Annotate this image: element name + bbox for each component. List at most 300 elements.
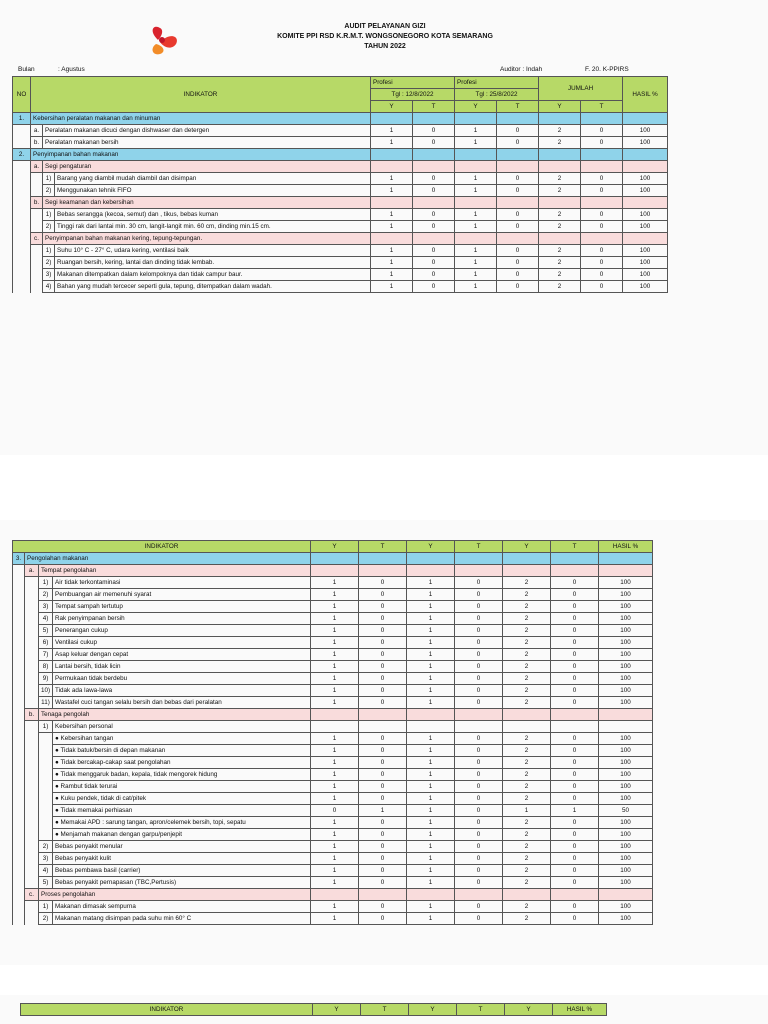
value-cell [497, 233, 539, 245]
value-t1: 0 [359, 589, 407, 601]
value-t2: 0 [455, 745, 503, 757]
value-t2: 0 [497, 269, 539, 281]
value-y2: 1 [407, 757, 455, 769]
row-label: Bebas pembawa basil (carrier) [53, 865, 311, 877]
table-row [13, 757, 653, 769]
value-t1: 0 [359, 781, 407, 793]
value-cell [503, 721, 551, 733]
row-label: Segi keamanan dan kebersihan [43, 197, 371, 209]
value-t1: 0 [359, 913, 407, 925]
value-t1: 0 [413, 185, 455, 197]
value-cell [359, 565, 407, 577]
spacer [13, 733, 25, 745]
value-y-total: 2 [503, 817, 551, 829]
value-t-total: 0 [551, 745, 599, 757]
value-t2: 0 [455, 733, 503, 745]
value-t1: 0 [359, 745, 407, 757]
table-row [13, 781, 653, 793]
value-cell [413, 113, 455, 125]
value-cell [551, 721, 599, 733]
value-y1: 1 [311, 649, 359, 661]
value-y1: 1 [311, 637, 359, 649]
row-label: ● Tidak batuk/bersin di depan makanan [53, 745, 311, 757]
row-number: 3) [39, 853, 53, 865]
spacer [25, 757, 39, 769]
value-t2: 0 [497, 137, 539, 149]
row-label: Segi pengaturan [43, 161, 371, 173]
value-cell [551, 565, 599, 577]
table-row [13, 245, 668, 257]
col-profesi-2: Profesi [455, 77, 539, 89]
value-t-total: 0 [581, 281, 623, 293]
value-y-total: 2 [539, 245, 581, 257]
value-cell [413, 161, 455, 173]
value-hasil: 100 [599, 577, 653, 589]
value-t2: 0 [455, 853, 503, 865]
value-y-total: 2 [539, 221, 581, 233]
row-label: Pengolahan makanan [25, 553, 311, 565]
value-y2: 1 [407, 613, 455, 625]
value-y-total: 2 [539, 209, 581, 221]
spacer [25, 637, 39, 649]
value-t2: 0 [455, 781, 503, 793]
value-t1: 0 [359, 649, 407, 661]
row-number: 2. [13, 149, 31, 161]
spacer [13, 197, 31, 209]
spacer [13, 769, 25, 781]
row-letter: a. [31, 125, 43, 137]
col-hasil: HASIL % [553, 1004, 607, 1016]
spacer [13, 173, 31, 185]
col-y: Y [407, 541, 455, 553]
value-y-total: 2 [503, 697, 551, 709]
value-t-total: 0 [551, 637, 599, 649]
spacer [13, 697, 25, 709]
value-cell [359, 553, 407, 565]
value-t-total: 0 [551, 685, 599, 697]
value-cell [455, 721, 503, 733]
table2-header-row [13, 541, 653, 553]
value-t2: 0 [497, 209, 539, 221]
col-hasil: HASIL % [623, 77, 668, 113]
value-y1: 1 [311, 685, 359, 697]
row-number: 9) [39, 673, 53, 685]
value-y-total: 2 [503, 913, 551, 925]
table-row [13, 613, 653, 625]
value-t2: 0 [455, 829, 503, 841]
value-t-total: 0 [551, 697, 599, 709]
col-t: T [413, 101, 455, 113]
auditor-label: Auditor : Indah [500, 66, 543, 73]
value-cell [455, 161, 497, 173]
value-t1: 0 [359, 661, 407, 673]
row-number: 2) [39, 589, 53, 601]
value-t-total: 0 [581, 137, 623, 149]
page-1 [0, 0, 768, 455]
row-label: Pembuangan air memenuhi syarat [53, 589, 311, 601]
value-y1: 1 [371, 245, 413, 257]
value-y2: 1 [455, 125, 497, 137]
row-label: ● Tidak memakai perhiasan [53, 805, 311, 817]
value-cell [359, 721, 407, 733]
value-hasil: 100 [599, 649, 653, 661]
row-label: Tempat pengolahan [39, 565, 311, 577]
value-t2: 0 [455, 649, 503, 661]
value-y1: 1 [311, 841, 359, 853]
row-label: Penyimpanan bahan makanan [31, 149, 371, 161]
section-row [13, 113, 668, 125]
row-number: 1) [39, 901, 53, 913]
value-hasil: 100 [599, 757, 653, 769]
value-y2: 1 [407, 793, 455, 805]
row-label: Peralatan makanan dicuci dengan dishwaser dan detergen [43, 125, 371, 137]
table-row [13, 829, 653, 841]
value-y2: 1 [407, 697, 455, 709]
value-hasil: 100 [623, 257, 668, 269]
value-y1: 1 [371, 269, 413, 281]
value-hasil: 100 [599, 865, 653, 877]
spacer [39, 769, 53, 781]
value-t1: 0 [413, 209, 455, 221]
value-hasil: 100 [599, 745, 653, 757]
col-tgl-1: Tgl : 12/8/2022 [371, 89, 455, 101]
value-y2: 1 [407, 745, 455, 757]
spacer [39, 829, 53, 841]
value-t-total: 0 [551, 625, 599, 637]
row-number: 2) [39, 913, 53, 925]
value-cell [413, 149, 455, 161]
value-cell [581, 233, 623, 245]
value-y1: 1 [311, 793, 359, 805]
value-t-total: 0 [581, 245, 623, 257]
spacer [25, 781, 39, 793]
value-y2: 1 [455, 137, 497, 149]
value-y-total: 2 [503, 673, 551, 685]
col-profesi-1: Profesi [371, 77, 455, 89]
row-number: 2) [39, 841, 53, 853]
value-cell [311, 721, 359, 733]
value-cell [413, 233, 455, 245]
value-t2: 0 [455, 913, 503, 925]
row-label: Tempat sampah tertutup [53, 601, 311, 613]
value-cell [599, 709, 653, 721]
value-y2: 1 [407, 637, 455, 649]
value-hasil: 100 [599, 697, 653, 709]
value-cell [581, 197, 623, 209]
value-t-total: 0 [551, 589, 599, 601]
value-y-total: 2 [503, 865, 551, 877]
value-y-total: 2 [503, 793, 551, 805]
row-number: 10) [39, 685, 53, 697]
row-label: Wastafel cuci tangan selalu bersih dan bebas dari peralatan [53, 697, 311, 709]
value-cell [407, 709, 455, 721]
section-row [13, 149, 668, 161]
table-row [13, 661, 653, 673]
value-y-total: 2 [539, 125, 581, 137]
value-y1: 1 [371, 257, 413, 269]
table-row [13, 601, 653, 613]
spacer [25, 589, 39, 601]
row-label: Bebas penyakit menular [53, 841, 311, 853]
value-hasil: 100 [599, 613, 653, 625]
col-t: T [361, 1004, 409, 1016]
value-cell [503, 889, 551, 901]
col-no: NO [13, 77, 31, 113]
spacer [13, 805, 25, 817]
spacer [25, 613, 39, 625]
row-number: 2) [43, 257, 55, 269]
spacer [25, 901, 39, 913]
spacer [13, 889, 25, 901]
value-hasil: 100 [599, 685, 653, 697]
row-label: Suhu 10° C - 27° C, udara kering, ventilasi baik [55, 245, 371, 257]
value-t1: 0 [359, 577, 407, 589]
spacer [39, 781, 53, 793]
spacer [13, 781, 25, 793]
value-cell [311, 889, 359, 901]
value-hasil: 100 [623, 125, 668, 137]
spacer [13, 745, 25, 757]
table-row [13, 649, 653, 661]
value-t-total: 0 [551, 877, 599, 889]
value-hasil: 100 [623, 209, 668, 221]
value-t2: 0 [497, 125, 539, 137]
value-y2: 1 [455, 221, 497, 233]
value-cell [359, 709, 407, 721]
value-y2: 1 [407, 685, 455, 697]
spacer [25, 721, 39, 733]
value-y-total: 2 [503, 649, 551, 661]
value-y-total: 2 [503, 745, 551, 757]
value-y1: 1 [371, 185, 413, 197]
table1-header-row-1 [13, 77, 668, 89]
value-t1: 0 [359, 733, 407, 745]
spacer [13, 853, 25, 865]
value-y1: 1 [311, 577, 359, 589]
value-cell [623, 197, 668, 209]
col-hasil: HASIL % [599, 541, 653, 553]
value-t2: 0 [455, 877, 503, 889]
value-y1: 1 [311, 817, 359, 829]
value-t-total: 0 [551, 817, 599, 829]
value-cell [581, 113, 623, 125]
value-y1: 1 [311, 745, 359, 757]
row-label: Peralatan makanan bersih [43, 137, 371, 149]
spacer [13, 281, 31, 293]
value-cell [539, 197, 581, 209]
value-hasil: 100 [599, 817, 653, 829]
value-y-total: 2 [503, 577, 551, 589]
value-hasil: 100 [623, 173, 668, 185]
value-y1: 1 [311, 613, 359, 625]
value-t1: 0 [359, 865, 407, 877]
row-label: Rak penyimpanan bersih [53, 613, 311, 625]
spacer [25, 649, 39, 661]
table-row [13, 625, 653, 637]
value-y2: 1 [407, 865, 455, 877]
value-cell [371, 149, 413, 161]
value-y1: 1 [311, 865, 359, 877]
spacer [13, 913, 25, 925]
row-number: 11) [39, 697, 53, 709]
value-y2: 1 [407, 661, 455, 673]
col-y: Y [505, 1004, 553, 1016]
value-cell [455, 565, 503, 577]
value-y-total: 2 [503, 769, 551, 781]
table-row [13, 221, 668, 233]
col-indikator: INDIKATOR [21, 1004, 313, 1016]
col-y: Y [311, 541, 359, 553]
value-hasil: 100 [623, 281, 668, 293]
col-indikator: INDIKATOR [13, 541, 311, 553]
row-label: Lantai bersih, tidak licin [53, 661, 311, 673]
table-row [13, 673, 653, 685]
table-row [13, 125, 668, 137]
value-t-total: 0 [551, 913, 599, 925]
table-row [13, 209, 668, 221]
row-number: 4) [39, 613, 53, 625]
value-t1: 0 [359, 637, 407, 649]
value-hasil: 100 [623, 269, 668, 281]
spacer [31, 185, 43, 197]
row-number: 1. [13, 113, 31, 125]
value-hasil: 50 [599, 805, 653, 817]
value-y-total: 2 [503, 685, 551, 697]
value-cell [539, 161, 581, 173]
col-t: T [581, 101, 623, 113]
value-t1: 0 [359, 601, 407, 613]
table-row [13, 685, 653, 697]
col-t: T [497, 101, 539, 113]
value-t2: 0 [455, 697, 503, 709]
col-t: T [457, 1004, 505, 1016]
row-label: Makanan matang disimpan pada suhu min 60° C [53, 913, 311, 925]
row-label: Kebersihan peralatan makanan dan minuman [31, 113, 371, 125]
spacer [13, 829, 25, 841]
value-hasil: 100 [599, 829, 653, 841]
col-t: T [455, 541, 503, 553]
table-row [13, 281, 668, 293]
value-y2: 1 [407, 649, 455, 661]
value-t-total: 0 [551, 613, 599, 625]
spacer [25, 853, 39, 865]
spacer [25, 913, 39, 925]
value-y2: 1 [407, 769, 455, 781]
value-t1: 0 [413, 281, 455, 293]
value-hasil: 100 [599, 673, 653, 685]
value-cell [311, 553, 359, 565]
value-y1: 1 [311, 601, 359, 613]
value-cell [539, 113, 581, 125]
value-cell [371, 161, 413, 173]
value-t-total: 1 [551, 805, 599, 817]
col-tgl-2: Tgl : 25/8/2022 [455, 89, 539, 101]
row-label: Bebas penyakit kulit [53, 853, 311, 865]
form-code: F. 20. K-PPIRS [585, 66, 629, 73]
value-t1: 1 [359, 805, 407, 817]
value-y1: 1 [371, 209, 413, 221]
spacer [13, 125, 31, 137]
table-row [13, 257, 668, 269]
value-hasil: 100 [599, 913, 653, 925]
value-y1: 1 [371, 137, 413, 149]
table-row [13, 589, 653, 601]
value-t-total: 0 [551, 793, 599, 805]
value-t2: 0 [455, 589, 503, 601]
value-hasil: 100 [599, 793, 653, 805]
row-letter: c. [31, 233, 43, 245]
value-y-total: 2 [503, 901, 551, 913]
section-row [13, 553, 653, 565]
value-t1: 0 [359, 613, 407, 625]
value-y1: 1 [311, 661, 359, 673]
audit-table-3 [20, 1003, 607, 1016]
value-hasil: 100 [599, 589, 653, 601]
col-y: Y [539, 101, 581, 113]
value-t2: 0 [455, 841, 503, 853]
spacer [13, 685, 25, 697]
table-row [13, 769, 653, 781]
value-t2: 0 [455, 769, 503, 781]
value-y1: 1 [311, 625, 359, 637]
table-row [13, 901, 653, 913]
spacer [39, 793, 53, 805]
value-y1: 1 [311, 673, 359, 685]
value-y1: 1 [371, 125, 413, 137]
table-row [13, 745, 653, 757]
table-row [13, 185, 668, 197]
value-y1: 1 [371, 173, 413, 185]
value-y2: 1 [455, 257, 497, 269]
value-t2: 0 [455, 637, 503, 649]
value-hasil: 100 [599, 901, 653, 913]
value-t1: 0 [413, 257, 455, 269]
row-label: Permukaan tidak berdebu [53, 673, 311, 685]
value-t-total: 0 [581, 269, 623, 281]
row-label: Proses pengolahan [39, 889, 311, 901]
table-row [13, 269, 668, 281]
value-t2: 0 [455, 805, 503, 817]
value-t-total: 0 [581, 257, 623, 269]
spacer [39, 733, 53, 745]
row-letter: a. [25, 565, 39, 577]
bulan-value: : Agustus [58, 66, 85, 73]
value-t-total: 0 [551, 781, 599, 793]
value-t2: 0 [497, 173, 539, 185]
row-label: Asap keluar dengan cepat [53, 649, 311, 661]
spacer [25, 733, 39, 745]
value-y-total: 2 [539, 173, 581, 185]
value-y-total: 2 [503, 781, 551, 793]
value-cell [551, 889, 599, 901]
row-number: 1) [43, 173, 55, 185]
row-label: ● Kuku pendek, tidak di cat/pitek [53, 793, 311, 805]
table-row [13, 793, 653, 805]
value-t2: 0 [455, 817, 503, 829]
spacer [13, 649, 25, 661]
spacer [13, 613, 25, 625]
col-indikator: INDIKATOR [31, 77, 371, 113]
value-t-total: 0 [551, 853, 599, 865]
value-hasil: 100 [599, 853, 653, 865]
table-row [13, 577, 653, 589]
value-y1: 1 [371, 281, 413, 293]
row-number: 3) [43, 269, 55, 281]
row-label: Makanan ditempatkan dalam kelompoknya dan tidak campur baur. [55, 269, 371, 281]
value-y1: 1 [311, 769, 359, 781]
table-row [13, 865, 653, 877]
spacer [25, 601, 39, 613]
